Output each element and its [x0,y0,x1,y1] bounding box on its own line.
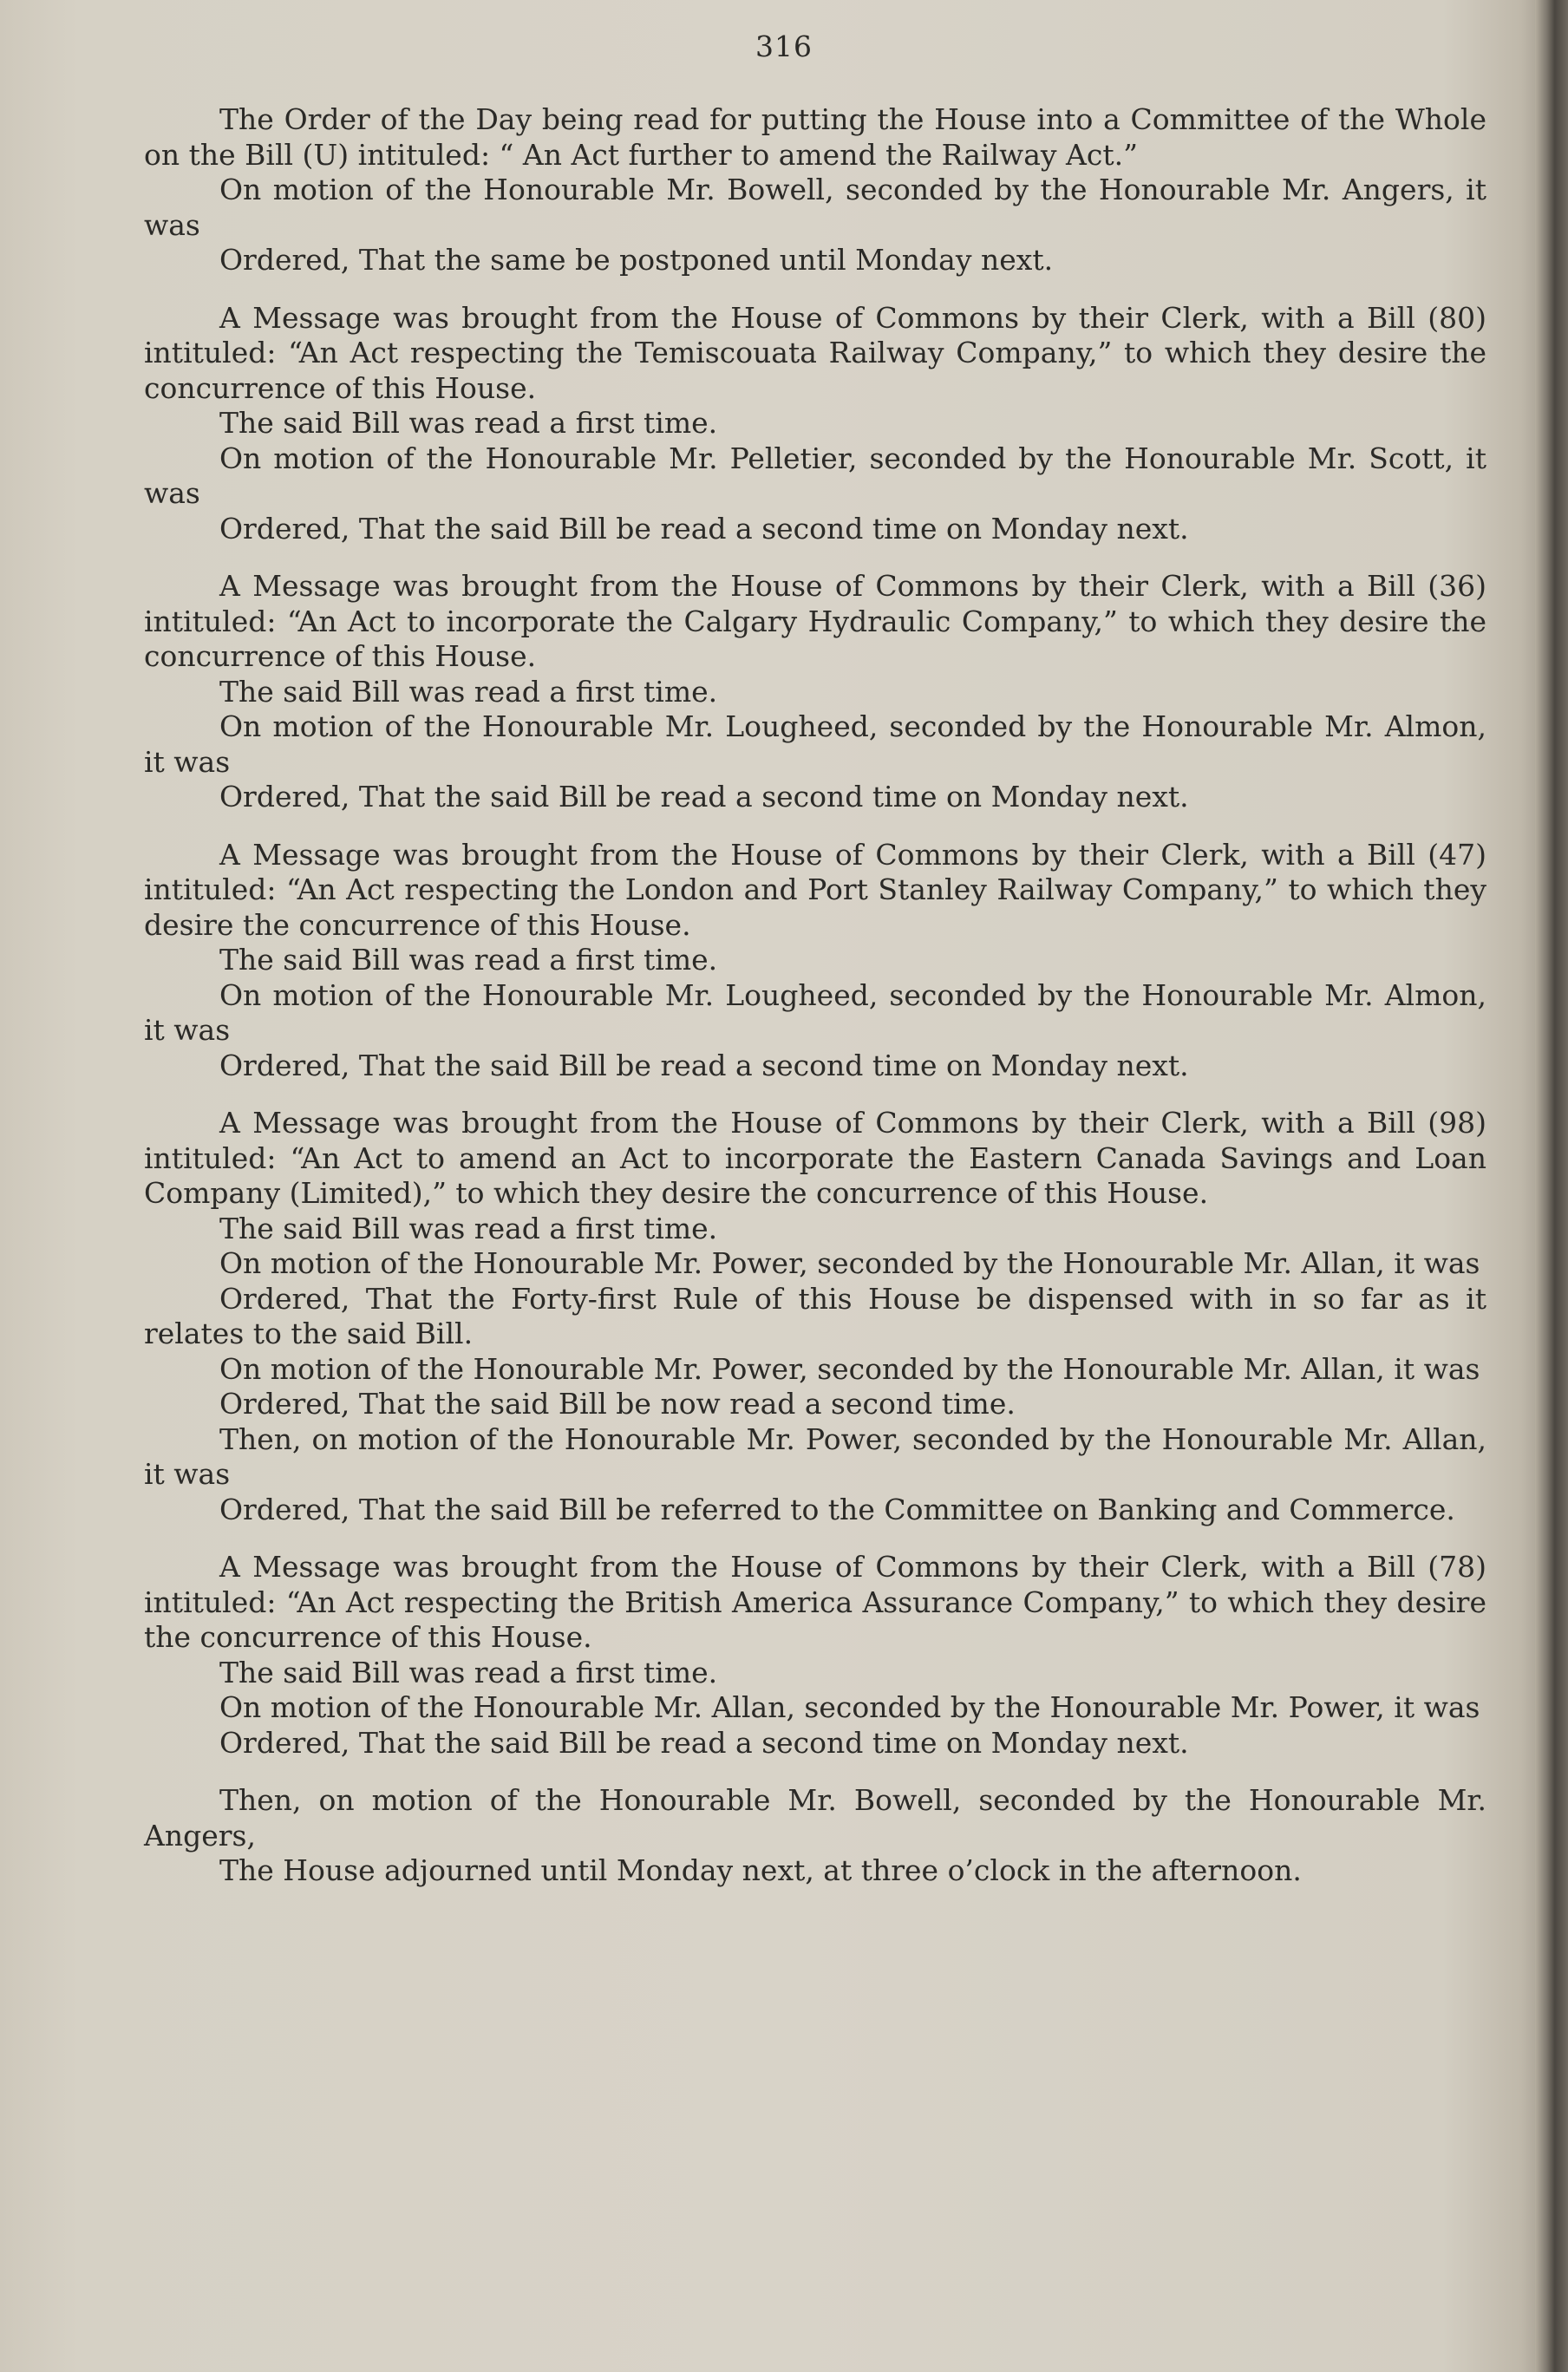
entry-block [144,838,1486,1084]
paragraph: On motion of the Honourable Mr. Lougheed, seconded by the Honourable Mr. Almon, it was [144,977,1486,1047]
paragraph: A Message was brought from the House of Commons by their Clerk, with a Bill (78) intituled: “An Act respecting the British America Assurance Company,” to which they desire the concurrence of this House. [144,1550,1486,1654]
body-text [144,102,1486,1889]
paragraph: Ordered, That the same be postponed until Monday next. [219,243,1054,277]
paragraph: The said Bill was read a first time. [219,674,718,709]
entry-block [144,102,1486,278]
paragraph: The said Bill was read a first time. [219,1655,718,1689]
paragraph: Ordered, That the said Bill be now read a second time. [219,1387,1016,1421]
paragraph: Ordered, That the said Bill be read a second time on Monday next. [219,1725,1189,1760]
paragraph: Ordered, That the said Bill be read a second time on Monday next. [219,511,1189,546]
paragraph: The said Bill was read a first time. [219,1211,718,1245]
paragraph: The House adjourned until Monday next, at three o’clock in the afternoon. [219,1853,1302,1887]
paragraph: A Message was brought from the House of Commons by their Clerk, with a Bill (98) intituled: “An Act to amend an Act to incorporate the Eastern Canada Savings and Loan Company (Limited),” to which they desire the concurrence of this House. [144,1106,1486,1210]
entry-block [144,301,1486,547]
page-number: 316 [755,29,813,63]
paragraph: On motion of the Honourable Mr. Power, seconded by the Honourable Mr. Allan, it was [219,1246,1480,1280]
paragraph: The said Bill was read a first time. [219,943,718,977]
paragraph: Ordered, That the said Bill be read a second time on Monday next. [219,1048,1189,1082]
paragraph: Ordered, That the Forty-first Rule of this House be dispensed with in so far as it relates to the said Bill. [144,1281,1486,1350]
entry-block [144,1106,1486,1527]
paragraph: On motion of the Honourable Mr. Power, seconded by the Honourable Mr. Allan, it was [219,1351,1480,1386]
entry-block [144,569,1486,815]
paragraph: Ordered, That the said Bill be referred to the Committee on Banking and Commerce. [219,1492,1455,1526]
paragraph: On motion of the Honourable Mr. Allan, seconded by the Honourable Mr. Power, it was [219,1690,1480,1724]
paragraph: Ordered, That the said Bill be read a second time on Monday next. [219,780,1189,814]
paragraph: A Message was brought from the House of Commons by their Clerk, with a Bill (80) intituled: “An Act respecting the Temiscouata Railway Company,” to which they desire the concurrence of this House. [144,300,1486,405]
paragraph: On motion of the Honourable Mr. Lougheed, seconded by the Honourable Mr. Almon, it was [144,709,1486,779]
paragraph: A Message was brought from the House of Commons by their Clerk, with a Bill (36) intituled: “An Act to incorporate the Calgary Hydraulic Company,” to which they desire the concurrence of this House. [144,569,1486,673]
entry-block [144,1783,1486,1889]
paragraph: A Message was brought from the House of Commons by their Clerk, with a Bill (47) intituled: “An Act respecting the London and Port Stanley Railway Company,” to which they desire the concurrence of this House. [144,837,1486,942]
paragraph: The said Bill was read a first time. [219,406,718,440]
paragraph: On motion of the Honourable Mr. Bowell, seconded by the Honourable Mr. Angers, it was [144,173,1486,242]
paragraph: On motion of the Honourable Mr. Pelletier, seconded by the Honourable Mr. Scott, it was [144,441,1486,510]
paragraph: Then, on motion of the Honourable Mr. Bowell, seconded by the Honourable Mr. Angers, [144,1783,1486,1853]
paragraph: The Order of the Day being read for putting the House into a Committee of the Whole on the Bill (U) intituled: “ An Act further to amend the Railway Act.” [144,102,1486,172]
entry-block [144,1550,1486,1761]
book-spine-shadow [1535,0,1568,2372]
paragraph: Then, on motion of the Honourable Mr. Power, seconded by the Honourable Mr. Allan, it was [144,1421,1486,1491]
